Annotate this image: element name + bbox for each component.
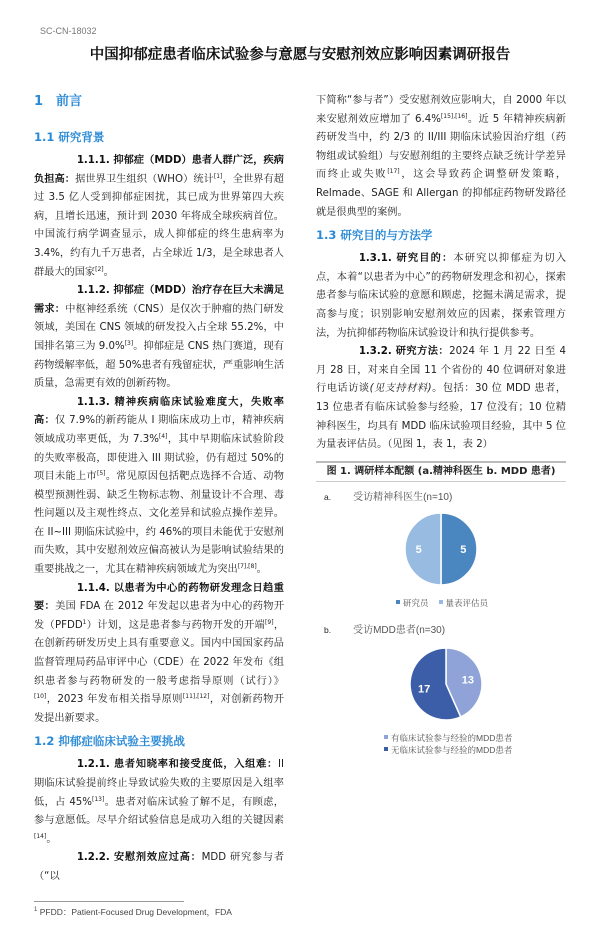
paragraph-text: ，这会导致药企调整研发策略，Relmade、SAGE 和 Allergan 的抑郁症药物研发路径就是很典型的案例。 — [316, 169, 567, 218]
citation: [2] — [95, 265, 104, 273]
chart-title: 受访精神科医生(n=10) — [353, 491, 453, 503]
citation: [10] — [34, 693, 47, 701]
section-heading-1 — [34, 92, 284, 112]
section-label: 前言 — [56, 94, 83, 109]
paragraph-text: 。 — [103, 266, 114, 278]
paragraph-text: 。患者对临床试验了解不足，有顾虑，参与意愿低。尽早介绍试验信息是成功入组的关键因素 — [34, 796, 284, 827]
right-column — [316, 92, 566, 930]
slice-value-label: 13 — [461, 674, 474, 687]
panel-label: a. — [324, 491, 332, 502]
citation: [17] — [387, 168, 400, 176]
paragraph-text: 本研究以抑郁症为切入点，本着“以患者为中心”的药物研发理念和初心，探索患者参与临床试验的意愿和顾虑，挖掘未满足需求，提高参与度；识别影响安慰剂效应的因素，探索管理方法，为抗抑郁药物临床试验设计和执行提供参考。 — [316, 253, 567, 339]
slice-value-label: 5 — [415, 543, 422, 556]
paragraph-lead: 1.1.4. 以患者为中心的药物研发理念日趋重要： — [34, 582, 284, 613]
paragraph-lead: 1.1.1. 抑郁症（MDD）患者人群广泛，疾病负担高： — [34, 155, 284, 185]
paragraph-text: 下简称“参与者”）受安慰剂效应影响大，自 2000 年以来安慰剂效应增加了 6.4% — [316, 95, 566, 125]
paragraph — [316, 92, 566, 222]
legend-label: 有临床试验参与经验的MDD患者 — [391, 732, 513, 743]
citation: [3] — [124, 339, 134, 347]
left-column — [34, 92, 284, 930]
citation: [7],[8] — [237, 563, 257, 571]
paragraph-text: 。 — [256, 564, 267, 576]
footnote-text: PFDD：Patient-Focused Drug Development，FDA — [39, 906, 232, 917]
pie-svg — [316, 505, 566, 591]
slice-value-label: 17 — [418, 683, 431, 696]
chart-title-row — [316, 623, 566, 638]
subsection-heading: 1.3 研究目的与方法学 — [316, 228, 433, 243]
chart-title-row — [316, 490, 566, 505]
legend — [384, 732, 566, 756]
footnote-area — [34, 887, 284, 930]
paragraph-text: ，在创新药研发历史上具有重要意义。国内中国国家药品监督管理局药品审评中心（CDE）在 2022 年发布《组织患者参与药物研发的一般考虑指导原则（试行）》 — [34, 619, 285, 687]
pie-slice — [441, 513, 477, 585]
section-number: 1 — [34, 94, 44, 109]
paragraph — [316, 250, 566, 343]
legend — [396, 597, 566, 609]
paragraph-lead: 1.3.2. 研究方法： — [358, 346, 450, 358]
paragraph-text: 。抑郁症是 CNS 热门赛道，现有药物缓解率低，超 50%患者有残留症状，严重影响生活质量，急需更有效的创新药物。 — [34, 340, 285, 390]
paragraph-text: 。 — [46, 833, 57, 845]
paragraph-text: 。近 5 年精神疾病新药研发当中，约 2/3 的 II/III 期临床试验因治疗组（药物组或试验组）与安慰剂组的主要终点缺乏统计学差异而终止或失败 — [316, 113, 566, 181]
citation: [9] — [265, 618, 274, 626]
footnote — [34, 906, 284, 930]
paragraph — [34, 282, 284, 394]
right-column-text — [316, 92, 566, 455]
citation: [14] — [34, 832, 47, 840]
paragraph-text: 。包括：30 位 MDD 患者，13 位患者有临床试验参与经验，17 位没有；10 位精神科医生，均具有 MDD 临床试验项目经验，其中 5 位为量表评估员。（见图 1，表 1，表 2） — [316, 383, 567, 451]
page-title: 中国抑郁症患者临床试验参与意愿与安慰剂效应影响因素调研报告 — [89, 47, 511, 63]
citation: [13] — [91, 795, 105, 803]
pie-svg — [316, 638, 566, 726]
legend-label: 研究员 — [403, 597, 429, 608]
citation: [4] — [158, 432, 168, 440]
subsection-heading: 1.2 抑郁症临床试验主要挑战 — [34, 734, 185, 749]
paragraph-text: 据世界卫生组织（WHO）统计 — [75, 173, 214, 185]
legend-item — [384, 732, 566, 744]
citation: [11],[12] — [182, 693, 210, 701]
legend-item — [384, 744, 566, 756]
chart-title: 受访MDD患者(n=30) — [353, 624, 446, 636]
left-column-text — [34, 124, 284, 887]
paragraph-lead: 1.3.1. 研究目的： — [358, 253, 454, 265]
legend-item — [396, 598, 429, 608]
paragraph-text: ，其中早期临床试验阶段的失败率极高，即使进入 III 期试验，仍有超过 50%的项目未能上市 — [34, 433, 285, 483]
slice-value-label: 5 — [460, 543, 467, 556]
pie-chart-a — [316, 490, 566, 609]
legend-label: 量表评估员 — [445, 597, 489, 608]
figure-1 — [316, 461, 566, 482]
paragraph-lead: 1.2.1. 患者知晓率和接受度低，入组难： — [76, 759, 278, 771]
paragraph-text: 。常见原因包括靶点选择不合适、动物模型预测性弱、缺乏生物标志物、剂量设计不合理、毒性问题以及主观性终点、文化差异和试验点操作差异。在 II~III 期临床试验中，约 46%的项目未能优于安慰剂而失败，其中安慰剂效应偏高被认为是影响试验结果的重要挑战之一，尤其在精神疾病领域尤为突出 — [34, 471, 284, 576]
paragraph — [34, 394, 284, 580]
subsection-heading: 1.1 研究背景 — [34, 130, 105, 144]
citation: 1 — [82, 618, 87, 626]
paragraph-lead: 1.2.2. 安慰剂效应过高： — [76, 852, 202, 864]
legend-swatch — [384, 747, 388, 751]
legend-label: 无临床试验参与经验的MDD患者 — [391, 744, 513, 755]
legend-swatch — [384, 735, 388, 739]
legend-swatch — [396, 600, 400, 604]
paragraph-lead: 1.1.2. 抑郁症（MDD）治疗存在巨大未满足需求： — [34, 285, 284, 315]
paragraph-text: ，全世界有超过 3.5 亿人受到抑郁症困扰，其已成为世界第四大疾病，且增长迅速，预计到 2030 年将成全球疾病首位。中国流行病学调查显示，成人抑郁症的终生患病率为 3.4%，约有九千万患者，占全球近 1/3，是全球患者人群最大的国家 — [34, 173, 284, 278]
panel-label: b. — [324, 624, 332, 635]
paragraph-text: 仅 7.9%的新药能从 I 期临床成功上市，精神疾病领域成功率更低，为 7.3% — [34, 415, 284, 445]
paragraph — [316, 343, 566, 455]
document-id: SC-CN-18032 — [40, 26, 97, 36]
paragraph-text: ）计划，这是患者参与药物开发的开端 — [86, 619, 266, 631]
citation: [1] — [213, 172, 223, 180]
citation: [15],[16] — [440, 112, 468, 120]
paragraph-text: II 期临床试验提前终止导致试验失败的主要原因是入组率低，占 45% — [34, 759, 284, 808]
paragraph-text: 2024 年 1 月 22 日至 4 月 28 日，对来自全国 11 个省份的 40 位调研对象进行电话访谈 — [316, 346, 566, 395]
footnote-divider — [34, 901, 184, 902]
figure-caption-rule — [316, 481, 566, 482]
paragraph — [34, 756, 284, 849]
legend-item — [439, 598, 489, 608]
emphasis: (见支持材料) — [369, 383, 432, 395]
paragraph — [34, 580, 284, 729]
paragraph-text: 美国 FDA 在 2012 年发起以患者为中心的药物开发（PFDD — [34, 601, 285, 631]
legend-swatch — [439, 600, 443, 604]
paragraph — [34, 152, 284, 282]
paragraph-text: 中枢神经系统（CNS）是仅次于肿瘤的热门研发领域，美国在 CNS 领域的研发投入占全球 55.2%，中国排名第三为 9.0% — [34, 303, 284, 352]
pie-slice — [405, 513, 441, 585]
paragraph — [34, 849, 284, 886]
footnote-mark: 1 — [34, 906, 38, 913]
paragraph-lead: 1.1.3. 精神疾病临床试验难度大，失败率高： — [34, 396, 284, 427]
pie-chart-b — [316, 623, 566, 756]
figure-caption: 图 1. 调研样本配额 (a.精神科医生 b. MDD 患者) — [326, 465, 556, 477]
paragraph-text: ，2023 年发布相关指导原则 — [46, 694, 183, 706]
paragraph-text: ，对创新药物开发提出新要求。 — [34, 694, 284, 724]
paragraph-text: MDD 研究参与者（“以 — [34, 852, 285, 882]
citation: [5] — [97, 470, 106, 478]
